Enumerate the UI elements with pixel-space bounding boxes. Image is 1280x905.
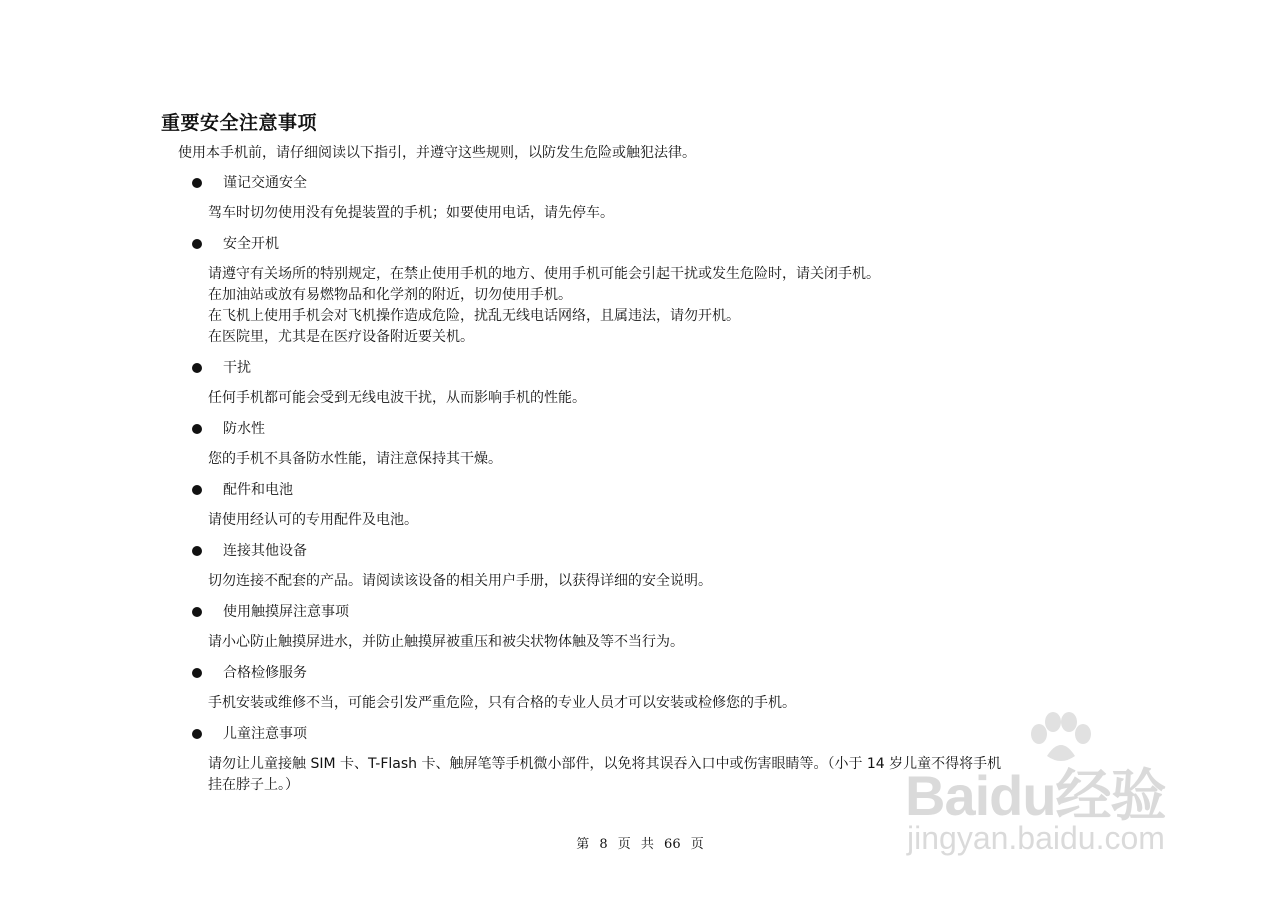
section-gap [192, 470, 1122, 480]
section-item [192, 602, 1122, 663]
section-heading-row [192, 358, 1122, 378]
section-item [192, 480, 1122, 541]
section-body-line: 切勿连接不配套的产品。请阅读该设备的相关用户手册，以获得详细的安全说明。 [208, 573, 712, 589]
bullet-icon [192, 363, 202, 373]
section-gap [192, 653, 1122, 663]
section-gap [192, 796, 1122, 806]
page-title: 重要安全注意事项 [161, 112, 318, 134]
section-gap [192, 592, 1122, 602]
section-body-line: 驾车时切勿使用没有免提装置的手机；如要使用电话，请先停车。 [208, 205, 614, 221]
section-item [192, 663, 1122, 724]
bullet-icon [192, 424, 202, 434]
section-gap [192, 531, 1122, 541]
section-body-line: 请使用经认可的专用配件及电池。 [208, 512, 418, 528]
section-gap [192, 409, 1122, 419]
section-heading-row [192, 234, 1122, 254]
section-body-line: 请勿让儿童接触 SIM 卡、T-Flash 卡、触屏笔等手机微小部件，以免将其误吞入口中或伤害眼睛等。（小于 14 岁儿童不得将手机 [208, 756, 1002, 772]
section-body [208, 754, 1122, 796]
section-item [192, 173, 1122, 234]
section-heading: 合格检修服务 [223, 665, 307, 681]
bullet-icon [192, 729, 202, 739]
section-body-line: 您的手机不具备防水性能，请注意保持其干燥。 [208, 451, 502, 467]
section-item [192, 724, 1122, 806]
section-body-line: 请小心防止触摸屏进水，并防止触摸屏被重压和被尖状物体触及等不当行为。 [208, 634, 684, 650]
watermark-brand: Baidu经验 [905, 764, 1166, 827]
bullet-icon [192, 485, 202, 495]
bullet-icon [192, 546, 202, 556]
section-heading-row [192, 419, 1122, 439]
bullet-icon [192, 668, 202, 678]
safety-sections [192, 173, 1122, 806]
section-heading-row [192, 602, 1122, 622]
section-item [192, 419, 1122, 480]
section-body [208, 632, 1122, 653]
section-heading: 干扰 [223, 360, 251, 376]
section-gap [192, 348, 1122, 358]
section-body [208, 510, 1122, 531]
section-body-line: 在医院里，尤其是在医疗设备附近要关机。 [208, 329, 474, 345]
section-heading: 安全开机 [223, 236, 279, 252]
section-body-line: 在加油站或放有易燃物品和化学剂的附近，切勿使用手机。 [208, 287, 572, 303]
bullet-icon [192, 607, 202, 617]
section-body [208, 203, 1122, 224]
section-heading-row [192, 541, 1122, 561]
section-heading: 使用触摸屏注意事项 [223, 604, 349, 620]
section-body [208, 264, 1122, 348]
section-heading: 防水性 [223, 421, 265, 437]
section-heading-row [192, 480, 1122, 500]
section-item [192, 234, 1122, 358]
section-body-line: 在飞机上使用手机会对飞机操作造成危险，扰乱无线电话网络，且属违法，请勿开机。 [208, 308, 740, 324]
section-heading: 连接其他设备 [223, 543, 307, 559]
watermark-url: jingyan.baidu.com [907, 820, 1165, 856]
section-body [208, 571, 1122, 592]
intro-text: 使用本手机前，请仔细阅读以下指引，并遵守这些规则，以防发生危险或触犯法律。 [178, 145, 696, 161]
section-body-line: 手机安装或维修不当，可能会引发严重危险，只有合格的专业人员才可以安装或检修您的手机。 [208, 695, 796, 711]
section-heading-row [192, 173, 1122, 193]
section-item [192, 358, 1122, 419]
section-heading: 谨记交通安全 [223, 175, 307, 191]
bullet-icon [192, 239, 202, 249]
section-gap [192, 224, 1122, 234]
bullet-icon [192, 178, 202, 188]
section-body-line: 挂在脖子上。） [208, 777, 299, 793]
section-heading: 儿童注意事项 [223, 726, 307, 742]
section-gap [192, 714, 1122, 724]
page-footer: 第 8 页 共 66 页 [576, 837, 704, 852]
section-heading-row [192, 663, 1122, 683]
section-body-line: 任何手机都可能会受到无线电波干扰，从而影响手机的性能。 [208, 390, 586, 406]
section-body [208, 449, 1122, 470]
section-item [192, 541, 1122, 602]
section-body [208, 388, 1122, 409]
section-body-line: 请遵守有关场所的特别规定，在禁止使用手机的地方、使用手机可能会引起干扰或发生危险时，请关闭手机。 [208, 266, 880, 282]
section-heading-row [192, 724, 1122, 744]
section-body [208, 693, 1122, 714]
section-heading: 配件和电池 [223, 482, 293, 498]
